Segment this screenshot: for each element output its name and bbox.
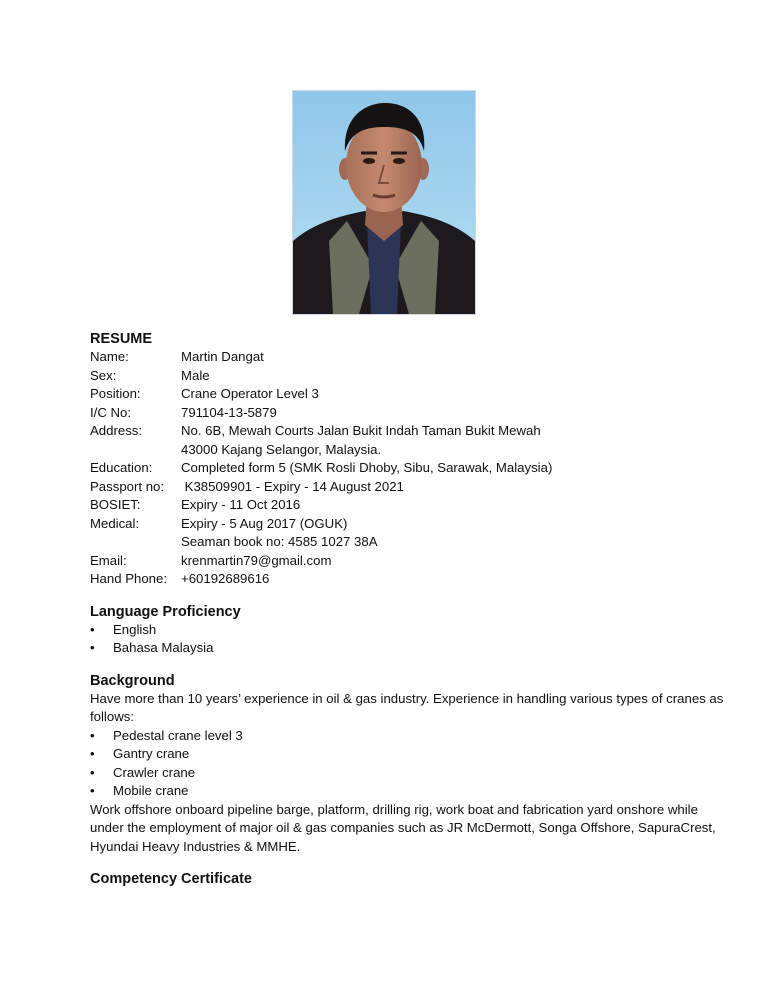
bullet-icon: • xyxy=(90,640,95,655)
profile-photo xyxy=(292,90,476,315)
list-item-text: Gantry crane xyxy=(113,746,190,761)
list-item xyxy=(90,727,730,746)
detail-label: BOSIET: xyxy=(90,497,141,512)
detail-label: Address: xyxy=(90,423,143,438)
detail-value: Martin Dangat xyxy=(181,349,264,364)
list-item-text: Bahasa Malaysia xyxy=(113,640,214,655)
detail-row-email xyxy=(90,552,730,571)
detail-label: Education: xyxy=(90,460,153,475)
detail-label xyxy=(90,533,181,552)
portrait-image xyxy=(293,91,475,314)
detail-row-seaman-book xyxy=(90,533,730,552)
list-item xyxy=(90,621,730,640)
resume-heading: RESUME xyxy=(90,331,153,347)
bullet-icon: • xyxy=(90,764,95,780)
detail-label: Passport no: xyxy=(90,478,165,494)
detail-value: K38509901 - Expiry - 14 August 2021 xyxy=(181,478,404,494)
detail-row-position xyxy=(90,385,730,404)
detail-row-address xyxy=(90,422,730,441)
list-item-text: Mobile crane xyxy=(113,783,189,798)
list-item-text: Crawler crane xyxy=(113,764,196,780)
language-list xyxy=(90,621,730,658)
detail-value: 43000 Kajang Selangor, Malaysia. xyxy=(181,441,382,457)
detail-label: Sex: xyxy=(90,367,117,383)
bullet-icon: • xyxy=(90,727,95,743)
detail-row-address-line-2 xyxy=(90,441,730,460)
list-item xyxy=(90,782,730,801)
list-item xyxy=(90,745,730,764)
bullet-icon: • xyxy=(90,621,95,637)
detail-row-hand-phone xyxy=(90,570,730,589)
detail-label xyxy=(90,441,181,460)
detail-value: Expiry - 5 Aug 2017 (OGUK) xyxy=(181,515,348,531)
detail-label: Position: xyxy=(90,386,141,401)
detail-value: Seaman book no: 4585 1027 38A xyxy=(181,534,378,549)
detail-row-passport xyxy=(90,478,730,497)
list-item-text: Pedestal crane level 3 xyxy=(113,727,243,743)
detail-row-sex xyxy=(90,367,730,386)
bullet-icon: • xyxy=(90,746,95,761)
detail-value: +60192689616 xyxy=(181,571,270,586)
detail-row-medical xyxy=(90,515,730,534)
detail-row-education xyxy=(90,459,730,478)
crane-types-list xyxy=(90,727,730,801)
list-item-text: English xyxy=(113,621,157,637)
detail-label: Email: xyxy=(90,552,127,568)
detail-value: Completed form 5 (SMK Rosli Dhoby, Sibu, Sarawak, Malaysia) xyxy=(181,460,553,475)
competency-heading: Competency Certificate xyxy=(90,871,252,887)
detail-row-name xyxy=(90,348,730,367)
detail-row-ic-no xyxy=(90,404,730,423)
detail-value: krenmartin79@gmail.com xyxy=(181,552,332,568)
detail-value: Male xyxy=(181,367,210,383)
detail-value: 791104-13-5879 xyxy=(181,404,277,420)
list-item xyxy=(90,639,730,658)
resume-content xyxy=(90,330,730,888)
background-closing: Work offshore onboard pipeline barge, platform, drilling rig, work boat and fabrication yard onshore while under the employment of major oil & gas companies such as JR McDermott, Songa Offshore, SapuraCrest, Hyundai Heavy Industries & MMHE. xyxy=(90,801,716,854)
detail-label: I/C No: xyxy=(90,404,132,420)
personal-details xyxy=(90,348,730,589)
detail-label: Medical: xyxy=(90,515,140,531)
list-item xyxy=(90,764,730,783)
background-intro: Have more than 10 years’ experience in oil & gas industry. Experience in handling various types of cranes as follows: xyxy=(90,690,724,724)
language-heading: Language Proficiency xyxy=(90,603,241,620)
detail-label: Name: xyxy=(90,349,129,364)
detail-value: Expiry - 11 Oct 2016 xyxy=(181,497,301,512)
bullet-icon: • xyxy=(90,783,95,798)
background-heading: Background xyxy=(90,672,175,689)
detail-value: Crane Operator Level 3 xyxy=(181,386,319,401)
detail-row-bosiet xyxy=(90,496,730,515)
detail-value: No. 6B, Mewah Courts Jalan Bukit Indah Taman Bukit Mewah xyxy=(181,423,541,438)
detail-label: Hand Phone: xyxy=(90,571,167,586)
